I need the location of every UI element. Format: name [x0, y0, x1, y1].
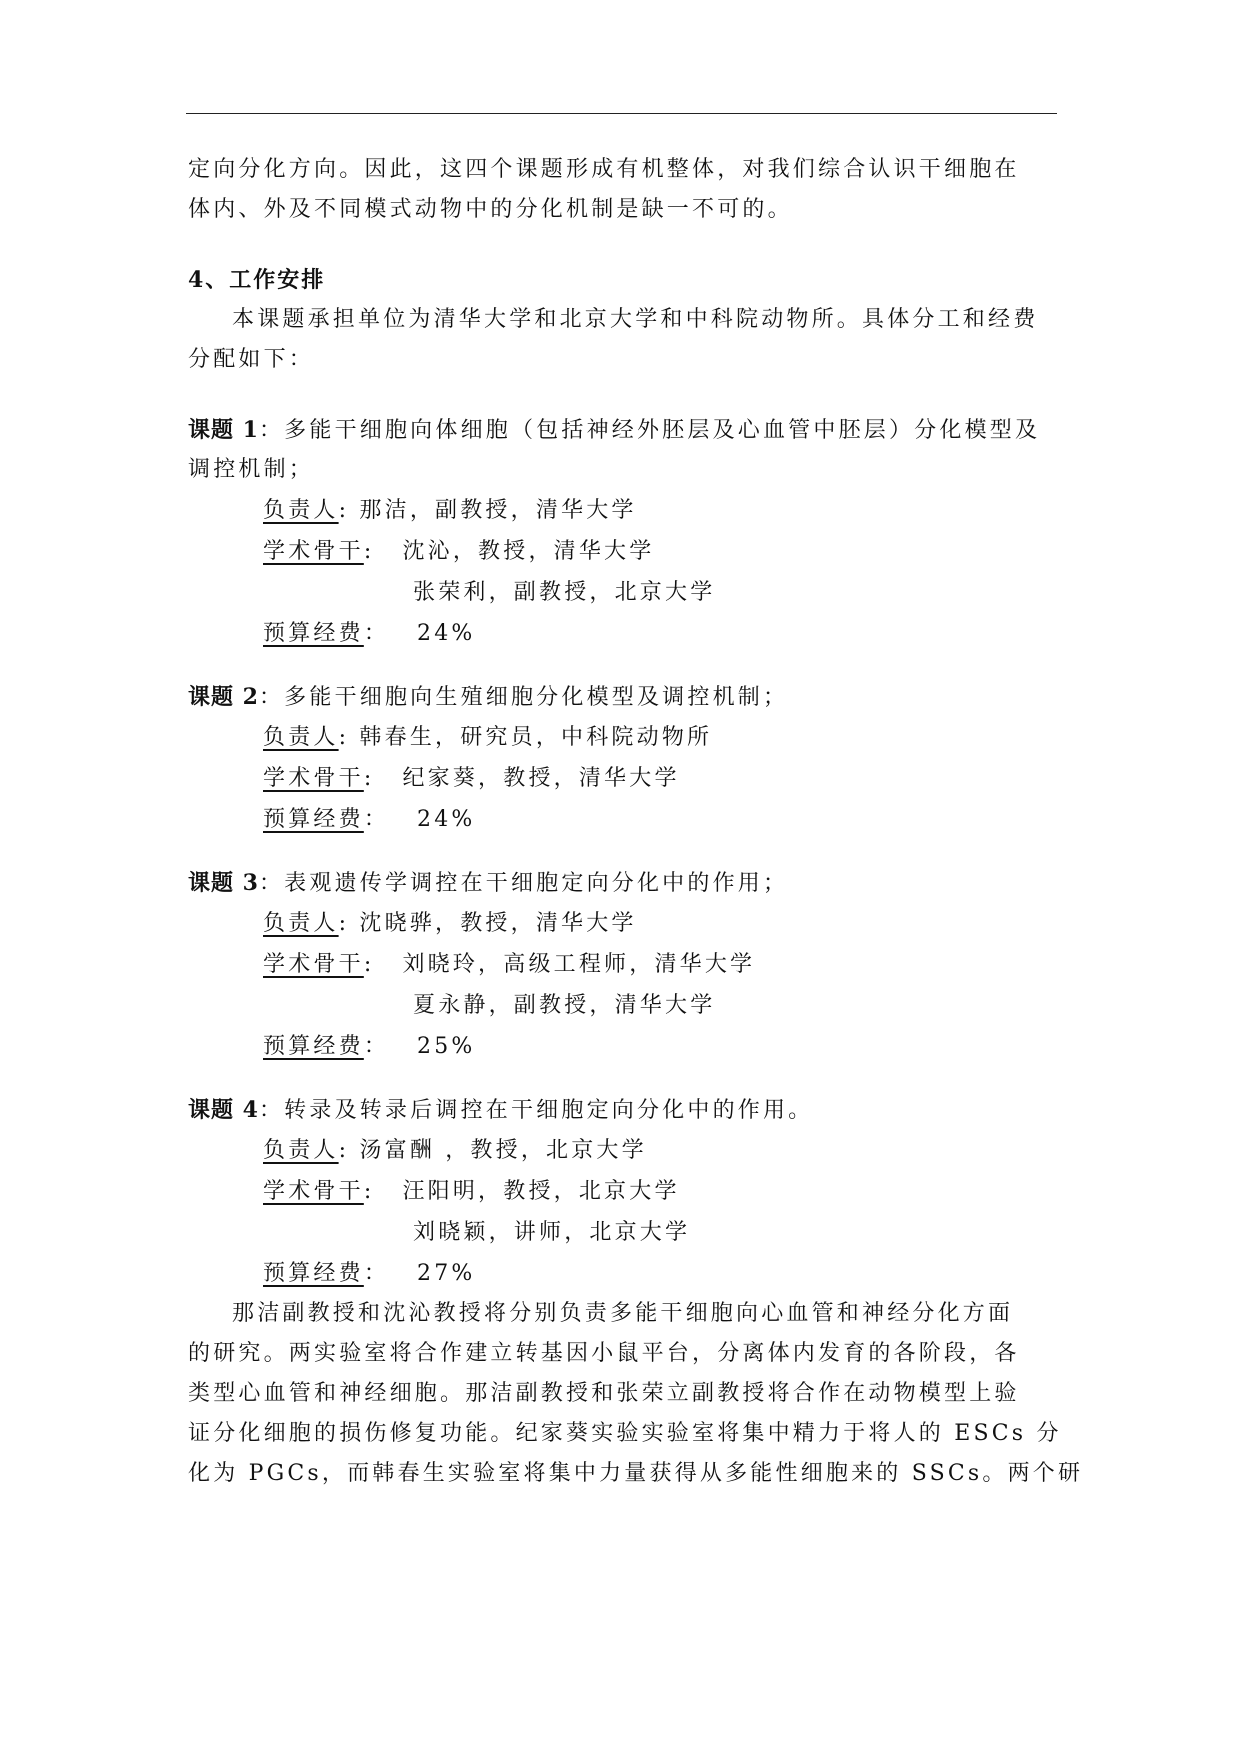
closing-line-5: 化为 PGCs，而韩春生实验室将集中力量获得从多能性细胞来的 SSCs。两个研 — [188, 1461, 1084, 1486]
topic-label: 课题 3 — [188, 870, 259, 896]
topic-label: 课题 2 — [188, 684, 259, 710]
leader-value: 那洁，副教授，清华大学 — [359, 498, 637, 523]
core-row — [263, 944, 1058, 985]
leader-sep: : — [338, 725, 360, 750]
topic-label: 课题 1 — [188, 417, 259, 443]
leader-sep: : — [338, 1138, 360, 1163]
leader-label: 负责人 — [263, 498, 339, 523]
topic-title-line-2: 调控机制； — [188, 457, 315, 482]
leader-row — [263, 490, 1058, 531]
leader-sep: : — [338, 498, 360, 523]
section-heading: 4、工作安排 — [188, 267, 326, 293]
leader-label: 负责人 — [263, 911, 339, 936]
core-value-1: 汪阳明，教授，北京大学 — [402, 1179, 680, 1204]
page-content — [188, 150, 1084, 1494]
leader-sep: : — [338, 911, 360, 936]
leader-row — [263, 903, 1058, 944]
budget-label: 预算经费 — [263, 807, 364, 832]
core-sep: : — [363, 1179, 375, 1204]
leader-value: 韩春生，研究员，中科院动物所 — [359, 725, 713, 750]
core-value-1: 刘晓玲，高级工程师，清华大学 — [402, 952, 756, 977]
leader-value: 汤富酬 ，教授，北京大学 — [359, 1138, 647, 1163]
leader-value: 沈晓骅，教授，清华大学 — [359, 911, 637, 936]
core-sep: : — [363, 952, 375, 977]
budget-row — [263, 1253, 1058, 1294]
topic-title-line-1: ：多能干细胞向体细胞（包括神经外胚层及心血管中胚层）分化模型及 — [258, 418, 1041, 443]
core-row — [263, 758, 1058, 799]
core-value-1: 纪家葵，教授，清华大学 — [402, 766, 680, 791]
budget-row — [263, 613, 1058, 654]
core-label: 学术骨干 — [263, 766, 364, 791]
core-value-2: 张荣利，副教授，北京大学 — [413, 580, 716, 605]
intro-line-2: 体内、外及不同模式动物中的分化机制是缺一不可的。 — [188, 197, 793, 222]
leader-label: 负责人 — [263, 1138, 339, 1163]
budget-value: 24% — [417, 807, 476, 832]
budget-label: 预算经费 — [263, 621, 364, 646]
core-label: 学术骨干 — [263, 952, 364, 977]
budget-value: 27% — [417, 1261, 476, 1286]
topic-title-line-1: ：表观遗传学调控在干细胞定向分化中的作用； — [258, 871, 789, 896]
leader-label: 负责人 — [263, 725, 339, 750]
topic-title-line-1: ：转录及转录后调控在干细胞定向分化中的作用。 — [258, 1098, 814, 1123]
leader-row — [263, 1130, 1058, 1171]
topic-4 — [188, 1090, 1058, 1294]
closing-line-2: 的研究。两实验室将合作建立转基因小鼠平台，分离体内发育的各阶段，各 — [188, 1341, 1020, 1366]
section-para-line-1: 本课题承担单位为清华大学和北京大学和中科院动物所。具体分工和经费 — [232, 307, 1039, 332]
core-sep: : — [363, 539, 375, 564]
topic-title-line-1: ：多能干细胞向生殖细胞分化模型及调控机制； — [258, 685, 789, 710]
topic-label: 课题 4 — [188, 1097, 259, 1123]
budget-label: 预算经费 — [263, 1261, 364, 1286]
budget-sep: ： — [363, 1034, 390, 1059]
budget-value: 25% — [417, 1034, 476, 1059]
header-rule — [186, 113, 1057, 114]
section-para-line-2: 分配如下： — [188, 347, 315, 372]
topic-3 — [188, 863, 1058, 1067]
budget-row — [263, 1026, 1058, 1067]
topic-2 — [188, 677, 1058, 840]
budget-label: 预算经费 — [263, 1034, 364, 1059]
core-row — [263, 1171, 1058, 1212]
closing-line-3: 类型心血管和神经细胞。那洁副教授和张荣立副教授将合作在动物模型上验 — [188, 1381, 1020, 1406]
leader-row — [263, 717, 1058, 758]
core-row — [263, 531, 1058, 572]
budget-row — [263, 799, 1058, 840]
core-value-1: 沈沁，教授，清华大学 — [402, 539, 655, 564]
topic-1 — [188, 410, 1058, 654]
core-label: 学术骨干 — [263, 539, 364, 564]
budget-value: 24% — [417, 621, 476, 646]
core-sep: : — [363, 766, 375, 791]
core-label: 学术骨干 — [263, 1179, 364, 1204]
budget-sep: ： — [363, 807, 390, 832]
closing-line-1: 那洁副教授和沈沁教授将分别负责多能干细胞向心血管和神经分化方面 — [232, 1301, 1014, 1326]
closing-line-4: 证分化细胞的损伤修复功能。纪家葵实验实验室将集中精力于将人的 ESCs 分 — [188, 1421, 1062, 1446]
budget-sep: ： — [363, 1261, 390, 1286]
core-value-2: 刘晓颖，讲师，北京大学 — [413, 1220, 691, 1245]
core-value-2: 夏永静，副教授，清华大学 — [413, 993, 716, 1018]
budget-sep: ： — [363, 621, 390, 646]
intro-line-1: 定向分化方向。因此，这四个课题形成有机整体，对我们综合认识干细胞在 — [188, 157, 1020, 182]
